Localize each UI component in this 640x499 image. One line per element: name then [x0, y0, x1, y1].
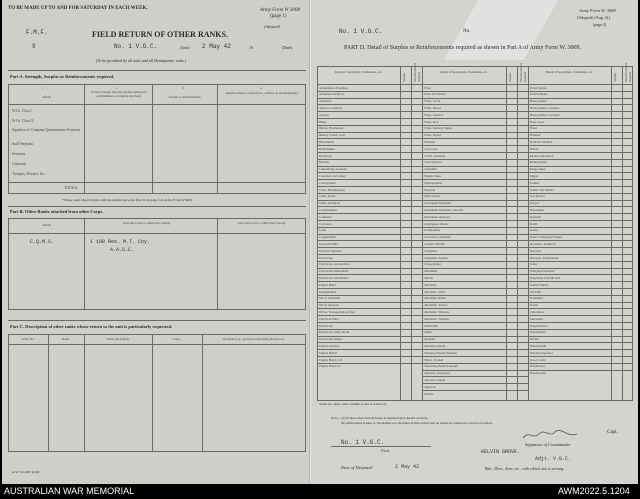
part-d-row: Operator, Keyboard	[424, 371, 450, 376]
signature-caption: Signature of Commander	[525, 442, 571, 447]
archive-reference: AWM2022.5.1204	[558, 486, 630, 496]
adopted-tag: (Adopted)	[264, 24, 280, 29]
part-d-row: Carpenter and Joiner	[319, 173, 346, 178]
part-d-row: Driver Mechanic	[319, 296, 341, 301]
part-d-row: Fitter, Signal	[424, 133, 441, 138]
part-d-row: Electrician, Dug. Room	[319, 330, 350, 335]
part-d-row: Telephone Switchboard	[529, 275, 560, 280]
page-2	[311, 0, 638, 484]
part-d-col-head: Detail of Specialists, Tradesmen, etc.	[334, 70, 383, 74]
part-d-row: Hospital	[424, 187, 436, 192]
part-d-row: Mechanic, Wireless	[424, 309, 450, 314]
part-d-row: Nursing Orderly	[424, 343, 446, 348]
part-d-row: Fitter and Turner	[424, 92, 446, 97]
signature-role-typed: Adjt. V.G.C.	[535, 456, 572, 462]
adopted-right: (Adopted) (Aug. 41)	[577, 15, 610, 20]
part-d-row: Wheelwright	[529, 343, 547, 348]
part-d-row: Saw Doctor	[529, 194, 545, 199]
archive-footer	[0, 484, 640, 499]
part-d-row: Telegraph Operator	[529, 269, 555, 274]
part-d-row: Woodworker	[529, 371, 547, 376]
part-d-row: Engine Driver	[319, 350, 338, 355]
part-d-row: Plumber	[529, 133, 541, 138]
part-d-row: Ironmoulder	[424, 228, 441, 233]
part-b-detail: C.Q.M.S.	[30, 239, 55, 245]
part-d-row: Ammunition Examiner	[319, 85, 349, 90]
row-wo2: W.Os. Class II.	[12, 119, 34, 123]
part-d-row: Sawyer	[529, 201, 540, 206]
part-d-row: Electrician, Automobile	[319, 262, 350, 267]
date-caption: (Date).	[282, 45, 294, 50]
part-d-row: Optician	[424, 384, 436, 389]
part-d-row: Tailor	[529, 262, 538, 267]
row-troopers: Troopers, Privates, &c.	[12, 172, 46, 176]
part-d-row: Driver Operator	[319, 303, 340, 308]
totals-label-right: Totals (to agree with columns 3 and 4 of Part A)	[319, 402, 387, 406]
row-cqms: Squadron or Company Quartermaster-Serjeants	[12, 128, 81, 132]
part-d-row: Linesman, Signals	[424, 255, 448, 260]
archive-name: AUSTRALIAN WAR MEMORIAL	[4, 486, 135, 496]
part-d-row: Radiographer	[529, 160, 548, 165]
part-d-row: Woodturner	[529, 364, 545, 369]
page-tag: (page 1)	[270, 14, 287, 19]
part-d-row: Gun Operator	[424, 160, 442, 165]
part-d-row: Concreter	[319, 221, 332, 226]
part-d-row: Butcher	[319, 160, 330, 165]
part-d-row: Assayer	[319, 112, 330, 117]
part-d-vertical-head: Reinforcements required	[413, 63, 422, 82]
part-b-table	[8, 218, 306, 310]
signature-scrawl	[521, 428, 581, 442]
part-d-row: Hydrographer	[424, 180, 443, 185]
date-despatch-typed: 2 May 42	[395, 464, 420, 470]
part-d-row: Photographer, wet plate	[529, 112, 560, 117]
part-a-title: Part A. Strength, Surplus or Reinforcements required.	[10, 74, 115, 79]
part-d-row: Tinsmith	[529, 289, 542, 294]
part-b-title: Part B. Other Ranks attached from other Corps.	[10, 209, 104, 214]
part-a-table	[8, 84, 306, 194]
row-sjts: Serjeants	[12, 152, 26, 156]
part-d-row: Gas Layer	[424, 146, 438, 151]
part-d-row: Saddler	[529, 180, 540, 185]
part-d-row: Laboratory Assistant	[424, 235, 451, 240]
part-d-row: Nurse, Trained	[424, 357, 444, 362]
form-number: Army Form W 3008	[260, 8, 300, 13]
date-typed: 2 May 42	[202, 43, 231, 50]
part-d-row: Intelligence Duties	[424, 221, 449, 226]
part-d-row: Hollowware	[424, 194, 441, 199]
part-d-row: Mechanic	[424, 282, 437, 287]
part-d-row: Operator, Signal	[424, 377, 446, 382]
part-d-row: Blacksmith	[319, 139, 334, 144]
part-d-row: Artificer, Artillery	[319, 105, 343, 110]
page-tag-right: (page 2)	[593, 22, 607, 27]
part-d-row: Fitter, General	[424, 112, 443, 117]
furnish-note: (To be furnished by all units and all Headquarter units.)	[96, 58, 186, 63]
part-c-title: Part C. Description of other ranks whose return to the unit is particularly requested.	[10, 324, 173, 329]
unit-code: F.M.F.	[26, 29, 48, 36]
part-d-row: Smith	[529, 221, 538, 226]
part-d-row: Surveyor, Engineering	[529, 255, 559, 260]
part-d-vertical-head: Surplus	[507, 72, 512, 82]
part-d-row: Textile Worker	[529, 282, 549, 287]
part-d-row: Armament Artificer	[319, 92, 345, 97]
part-d-col-head: Detail of Specialists, Tradesmen, etc.	[545, 70, 593, 74]
part-d-title: PART D. Detail of Surplus or Reinforcements required as shown in Part A of Army Form W. 3009.	[344, 45, 581, 51]
part-d-row: Coachtrimmer	[319, 207, 338, 212]
part-d-row: Photographer, air photo	[529, 105, 560, 110]
part-d-row: Battery Comdr. Asst.	[319, 133, 346, 138]
unit-typed: No. 1 V.G.C.	[114, 43, 158, 50]
part-d-row: Operating Room Assistant	[424, 364, 458, 369]
part-d-row: Gunsmith	[424, 167, 437, 172]
part-d-row: Miner	[424, 330, 433, 335]
part-d-row: Driver, Transportation Plant	[319, 309, 355, 314]
part-d-row: Fitter, M.T.	[424, 119, 439, 124]
part-d-row: Engine Artificer	[319, 343, 340, 348]
part-d-row: Vulcaniser	[529, 316, 544, 321]
part-d-row: Upholsterer	[529, 309, 545, 314]
unit-caption: (Unit)	[180, 45, 190, 50]
part-d-row: Surveyor	[529, 248, 542, 253]
unit-footer-caption: Unit.	[381, 448, 391, 453]
signature-rank: Capt.	[607, 430, 618, 435]
form-number-right: Army Form W. 3008	[579, 8, 616, 13]
part-d-row: Despatch Rider	[319, 241, 339, 246]
part-d-row: Moulder	[424, 337, 436, 342]
part-d-row: Mechanic, Radio	[424, 296, 447, 301]
part-d-row: Signaller	[529, 214, 542, 219]
part-d-row: Electrician, Installation	[319, 275, 349, 280]
part-d-row: Armourer	[319, 99, 332, 104]
part-d-row: Engine Hand	[319, 282, 336, 287]
part-d-row: Height Taker	[424, 173, 441, 178]
part-d-row: Plater	[529, 126, 538, 131]
part-d-row: Cartographer	[319, 180, 336, 185]
part-b-corps: A.A.S.C.	[110, 247, 135, 253]
part-d-row: Rigger	[529, 173, 539, 178]
part-d-row: Stoker	[529, 228, 538, 233]
part-d-vertical-head: Reinforcements required	[624, 63, 632, 82]
part-d-row: Toolmaker	[529, 296, 544, 301]
part-d-row: Nursing Orderly (Mental)	[424, 350, 458, 355]
part-d-row: Clerk, Technical	[319, 201, 340, 206]
part-d-row: Fitter, Railway Signal	[424, 126, 453, 131]
part-d-row: Boilermaker	[319, 146, 335, 151]
page-1: TO BE MADE UP TO AND FOR SATURDAY IN EACH WEEK. Army Form W 3008 (page 1) (Adopted) F.M.F. 9 FIELD RETURN OF OTHER RANKS. No. 1 V.G.C. (Unit) 2 May 42 19 (Date). (To be furnished by all units and all Headquarter units.) Part A. Strength, Surplus or Reinforcements required. 1 2 3 4 Detail. Posted strength showing against authorized establishment (excluding attached). Surplus to Establishment. Reinforcements required (i.e., deficits on establishment). W.Os. Class I. W.Os. Class II. Squadron or Company Quartermaster-Serjeants Staff Serjeants Serjeants Corporals Troopers, Privates, &c. TOTALS *These totals should agree with the details shown in Part D on page 2 of Army Form W3009. Part B. Other Ranks attached from other Corps. Detail. Unit and Corps to which they belong. Unit and Corps to which they belong. C.Q.M.S. 1 100 Res. M.T. Coy. A.A.S.C. Part C. Description of other ranks whose return to the unit is particularly requested. Army No. Rank. Name and Initials. Corps. Remarks (e.g., previous relationship & service). A.W. Sta 6M 10/40	[2, 0, 311, 484]
part-d-row: Pattern Maker	[529, 92, 548, 97]
part-d-row: Fitter	[424, 85, 432, 90]
part-d-row: Detector Operator	[319, 248, 343, 253]
footnote-1: Note.—(i) If men other than Privates is required give details on back.	[331, 416, 429, 420]
part-d-row: Instrument Mechanic	[424, 201, 452, 206]
part-d-row: Plate Layer	[529, 119, 545, 124]
part-d-row: Engine Hand, C.E.	[319, 357, 343, 362]
year-label: 19	[249, 45, 253, 50]
part-d-col-head: Detail of Specialists, Tradesmen, etc.	[440, 70, 488, 74]
part-d-row: Mechanic, Welding	[424, 316, 450, 321]
part-d-row: Turner	[529, 303, 539, 308]
part-d-row: Fitter, Cycle	[424, 99, 441, 104]
part-d-row: Camouflage Assistant	[319, 167, 347, 172]
unit-footer-typed: No. 1 V.G.C.	[341, 439, 385, 446]
part-d-row: Baker	[319, 119, 327, 124]
part-b-unit: 1 100 Res. M.T. Coy.	[90, 239, 151, 245]
part-d-row: Electrician, Shops	[319, 337, 343, 342]
part-d-row: Wireless Operator	[529, 350, 553, 355]
part-d-row: Range Taker	[529, 167, 546, 172]
part-d-row: Photographer	[529, 99, 547, 104]
row-corporals: Corporals	[12, 162, 27, 166]
part-d-row: Predictor Number	[529, 139, 553, 144]
part-d-row: Shoemaker	[529, 207, 544, 212]
part-d-row: Clerk, Stores	[319, 194, 336, 199]
part-d-row: Instrument Operator	[424, 214, 451, 219]
part-d-row: Stoker, Stationary Engine	[529, 235, 563, 240]
part-d-row: Bricklayer	[319, 153, 333, 158]
part-d-row: Welder	[529, 337, 539, 342]
part-d-row: Electrician	[319, 255, 333, 260]
form-title: FIELD RETURN OF OTHER RANKS.	[92, 30, 228, 39]
bottom-code: A.W. Sta 6M 10/40	[12, 470, 40, 474]
part-d-row: Cook	[319, 228, 326, 233]
part-d-row: Millwright	[424, 323, 439, 328]
part-d-vertical-head: Surplus	[402, 72, 407, 82]
part-d-row: Linesman	[424, 248, 437, 253]
totals-label: TOTALS	[64, 186, 78, 190]
row-wo1: W.Os. Class I.	[12, 109, 33, 113]
part-d-row: Patrol Duties	[529, 85, 547, 90]
part-d-row: Storeman, Technical	[529, 241, 556, 246]
part-c-table	[8, 334, 306, 452]
top-note: TO BE MADE UP TO AND FOR SATURDAY IN EACH WEEK.	[8, 6, 148, 11]
part-d-row: Wood Cutter	[529, 357, 546, 362]
part-d-row: Fitter, Diesel	[424, 105, 441, 110]
part-d-row: Electrician	[319, 323, 333, 328]
part-d-row: Fireman	[424, 139, 435, 144]
part-d-row: G.P.O. Assistant	[424, 153, 446, 158]
part-d-row: Electrical Fitter	[319, 316, 339, 321]
part-d-row: Wagon Driver	[529, 323, 548, 328]
part-d-row: Painter	[424, 391, 434, 396]
signature-note: Bde., Divn., Area, etc., with which unit is serving.	[485, 466, 565, 471]
unit-number: 9	[32, 43, 36, 50]
part-d-row: Coppersmith	[319, 235, 336, 240]
part-d-vertical-head: Surplus	[613, 72, 617, 82]
part-d-row: Watchmaker	[529, 330, 546, 335]
part-d-row: Mason	[424, 275, 434, 280]
signature-typed-name: KELVIN GROVE.	[481, 449, 521, 455]
row-staff-sjts: Staff Serjeants	[12, 142, 33, 146]
part-d-row: Saddle Tree Maker	[529, 187, 554, 192]
part-d-row: Instrument Mechanic, Aircraft	[424, 207, 464, 212]
part-d-row: Mechanic, Tractor	[424, 303, 448, 308]
part-d-row: Barber, Hairdresser	[319, 126, 344, 131]
part-d-row: Lithographer	[424, 262, 441, 267]
part-d-row: Clerk, Bookkeeping	[319, 187, 345, 192]
date-despatch-label: Date of Despatch	[341, 465, 373, 470]
part-d-row: Draughtsman	[319, 289, 337, 294]
part-d-row: Mechanic, Fitter	[424, 289, 446, 294]
part-d-row: Electrician, Instrument	[319, 269, 349, 274]
part-d-row: Printer	[529, 146, 539, 151]
part-d-row: Engine Hand, I.C.	[319, 364, 343, 369]
no-label: No.	[463, 29, 471, 34]
totals-note: *These totals should agree with the details shown in Part D on page 2 of Army Form W3009.	[62, 198, 193, 202]
part-d-row: Machinist	[424, 269, 438, 274]
part-d-row: Radiator Mechanic	[529, 153, 554, 158]
footnote-2: (ii) Authorized Trades or Specialists not included in this return will be added as required to spaces provided.	[341, 421, 493, 425]
part-d-row: Computer	[319, 214, 332, 219]
unit-typed-right: No. 1 V.G.C.	[339, 28, 383, 35]
part-d-row: Leather Stitcher	[424, 241, 445, 246]
part-d-vertical-head: Reinforcements required	[518, 63, 527, 82]
